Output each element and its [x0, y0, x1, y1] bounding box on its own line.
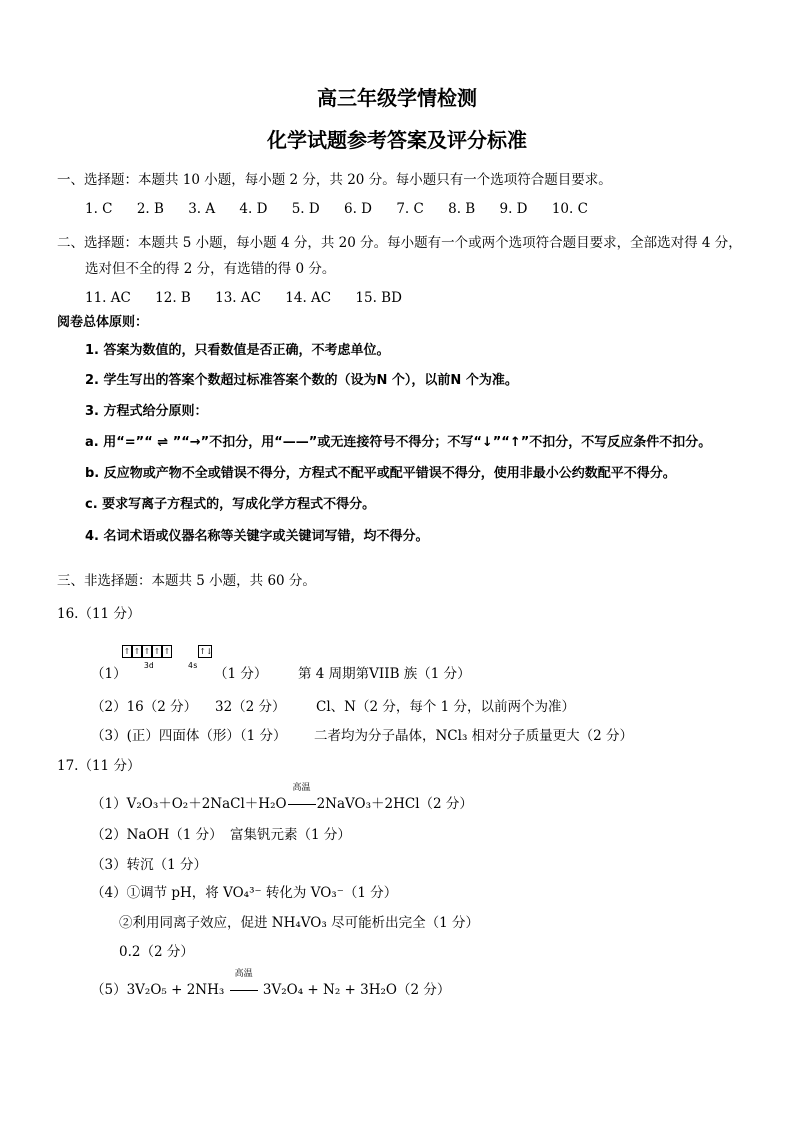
orbital-3d-box: ↑: [143, 647, 151, 656]
q16-part3-answer-a: （3）(正）四面体（形）（1 分）: [91, 728, 287, 744]
orbital-3d-box: ↑: [163, 647, 171, 656]
answer-10: 10. C: [551, 201, 588, 217]
principles-heading: 阅卷总体原则：: [57, 315, 149, 330]
q17-header: 17.（11 分）: [57, 758, 141, 774]
orbital-4s-label: 4s: [188, 661, 198, 670]
answer-3: 3. A: [188, 201, 216, 217]
answer-11: 11. AC: [85, 290, 131, 306]
q17-part4-answer-c: 0.2（2 分）: [119, 944, 194, 960]
orbital-3d-box: ↑: [153, 647, 161, 656]
orbital-4s-box: ↑↓: [199, 647, 213, 656]
q17-part1-equation: [91, 783, 473, 814]
answer-9: 9. D: [499, 201, 528, 217]
section2-description-line2: 选对但不全的得 2 分，有选错的得 0 分。: [85, 261, 336, 277]
principle-1: 1. 答案为数值的，只看数值是否正确，不考虑单位。: [85, 343, 390, 358]
q17-part4-answer-a: （4）①调节 pH，将 VO₄³⁻ 转化为 VO₃⁻（1 分）: [91, 885, 398, 901]
answer-7: 7. C: [396, 201, 424, 217]
q16-part1-score: （1 分）: [214, 666, 268, 682]
q17-part4-answer-b: ②利用同离子效应，促进 NH₄VO₃ 尽可能析出完全（1 分）: [119, 915, 479, 931]
answer-2: 2. B: [136, 201, 164, 217]
q16-part2-answer-b: 32（2 分）: [215, 699, 286, 715]
answer-12: 12. B: [155, 290, 191, 306]
answer-5: 5. D: [291, 201, 320, 217]
reaction-condition: [229, 969, 259, 1000]
equation-products: 3V₂O₄ + N₂ + 3H₂O（2 分）: [262, 982, 451, 998]
equation-reactants: （1）V₂O₃＋O₂＋2NaCl＋H₂O: [91, 796, 287, 812]
condition-label: 高温: [234, 969, 253, 979]
q16-part1-label: （1）: [91, 666, 127, 682]
section1-description: 一、选择题：本题共 10 小题，每小题 2 分，共 20 分。每小题只有一个选项符合题目要求。: [57, 172, 612, 188]
answer-13: 13. AC: [215, 290, 261, 306]
q17-part3-answer: （3）转沉（1 分）: [91, 857, 207, 873]
condition-label: 高温: [292, 783, 311, 793]
q16-part3-answer-b: 二者均为分子晶体，NCl₃ 相对分子质量更大（2 分）: [314, 728, 634, 744]
principle-4: 4. 名词术语或仪器名称等关键字或关键词写错，均不得分。: [85, 529, 429, 544]
orbital-3d-box: ↑: [123, 647, 131, 656]
answer-14: 14. AC: [285, 290, 332, 306]
section2-description-line1: 二、选择题：本题共 5 小题，每小题 4 分，共 20 分。每小题有一个或两个选项符合题目要求，全部选对得 4 分，: [57, 235, 742, 251]
answer-1: 1. C: [85, 201, 113, 217]
orbital-3d-label: 3d: [144, 661, 154, 670]
answer-4: 4. D: [239, 201, 268, 217]
section2-answers: [85, 288, 422, 308]
equation-products: 2NaVO₃＋2HCl（2 分）: [316, 796, 473, 812]
exam-subtitle: 化学试题参考答案及评分标准: [267, 128, 527, 152]
orbital-3d-box: ↑: [133, 647, 141, 656]
principle-3b: b. 反应物或产物不全或错误不得分，方程式不配平或配平错误不得分，使用非最小公约数配平不得分。: [85, 466, 676, 481]
answer-6: 6. D: [344, 201, 373, 217]
electron-configuration-diagram: [122, 645, 213, 670]
answer-15: 15. BD: [355, 290, 402, 306]
principle-2: 2. 学生写出的答案个数超过标准答案个数的（设为N 个），以前N 个为准。: [85, 373, 518, 388]
orbital-boxes: [122, 645, 212, 658]
section3-description: 三、非选择题：本题共 5 小题，共 60 分。: [57, 573, 316, 589]
section1-answers: [85, 199, 608, 219]
q16-part2-answer-a: （2）16（2 分）: [91, 699, 198, 715]
answer-8: 8. B: [448, 201, 476, 217]
q17-part2-answer-a: （2）NaOH（1 分）: [91, 827, 223, 843]
principle-3: 3. 方程式给分原则：: [85, 404, 208, 419]
principle-3c: c. 要求写离子方程式的，写成化学方程式不得分。: [85, 497, 376, 512]
reaction-condition: [287, 783, 317, 814]
exam-title: 高三年级学情检测: [317, 86, 477, 110]
q16-part1-answer-b: 第 4 周期第VIIB 族（1 分）: [298, 666, 471, 682]
q17-part5-equation: [91, 969, 451, 1000]
q16-header: 16.（11 分）: [57, 606, 141, 622]
q16-part2-answer-c: Cl、N（2 分，每个 1 分，以前两个为准）: [316, 699, 576, 715]
equation-reactants: （5）3V₂O₅ + 2NH₃: [91, 982, 225, 998]
q17-part2-answer-b: 富集钒元素（1 分）: [230, 827, 351, 843]
principle-3a: a. 用“=”“ ⇌ ”“→”不扣分，用“——”或无连接符号不得分；不写“↓”“↑”不扣分，不写反应条件不扣分。: [85, 435, 712, 450]
